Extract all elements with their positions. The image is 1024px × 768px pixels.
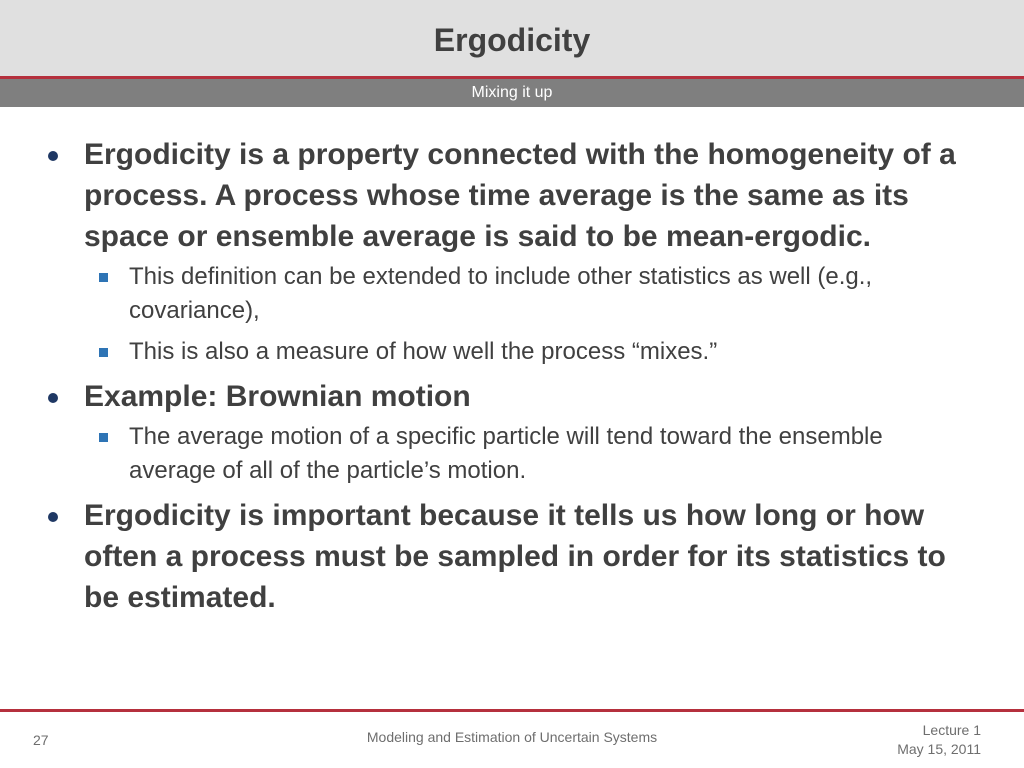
bullet-dot-icon [48,393,58,403]
square-bullet-icon [99,433,108,442]
slide-number: 27 [33,732,49,748]
bullet-item [84,376,984,417]
sub-bullet-text: This is also a measure of how well the process “mixes.” [129,338,718,365]
subtitle-band [0,79,1024,107]
sub-bullet-item [129,260,959,328]
square-bullet-icon [99,348,108,357]
square-bullet-icon [99,273,108,282]
title-band [0,0,1024,78]
slide-title: Ergodicity [433,22,591,58]
bullet-item [84,134,984,257]
bullet-text: Example: Brownian motion [84,380,471,413]
bullet-text: Ergodicity is important because it tells us how long or how often a process must be sampled in order for its statistics to be estimated. [84,499,946,614]
sub-bullet-text: The average motion of a specific particle will tend toward the ensemble average of all of the particle’s motion. [129,423,883,484]
lecture-label: Lecture 1 [922,722,981,738]
course-title: Modeling and Estimation of Uncertain Systems [366,729,658,745]
sub-bullet-item [129,420,959,488]
sub-bullet-text: This definition can be extended to include other statistics as well (e.g., covariance), [129,263,873,324]
sub-bullet-item [129,335,959,369]
bullet-item [84,495,984,618]
slide-subtitle: Mixing it up [471,84,553,101]
slide-footer [0,712,1024,768]
bullet-dot-icon [48,151,58,161]
bullet-text: Ergodicity is a property connected with the homogeneity of a process. A process whose time average is the same as its space or ensemble average is said to be mean-ergodic. [84,138,956,253]
lecture-info [897,721,981,759]
bullet-dot-icon [48,512,58,522]
lecture-date: May 15, 2011 [897,741,981,757]
slide-body [0,134,1024,621]
